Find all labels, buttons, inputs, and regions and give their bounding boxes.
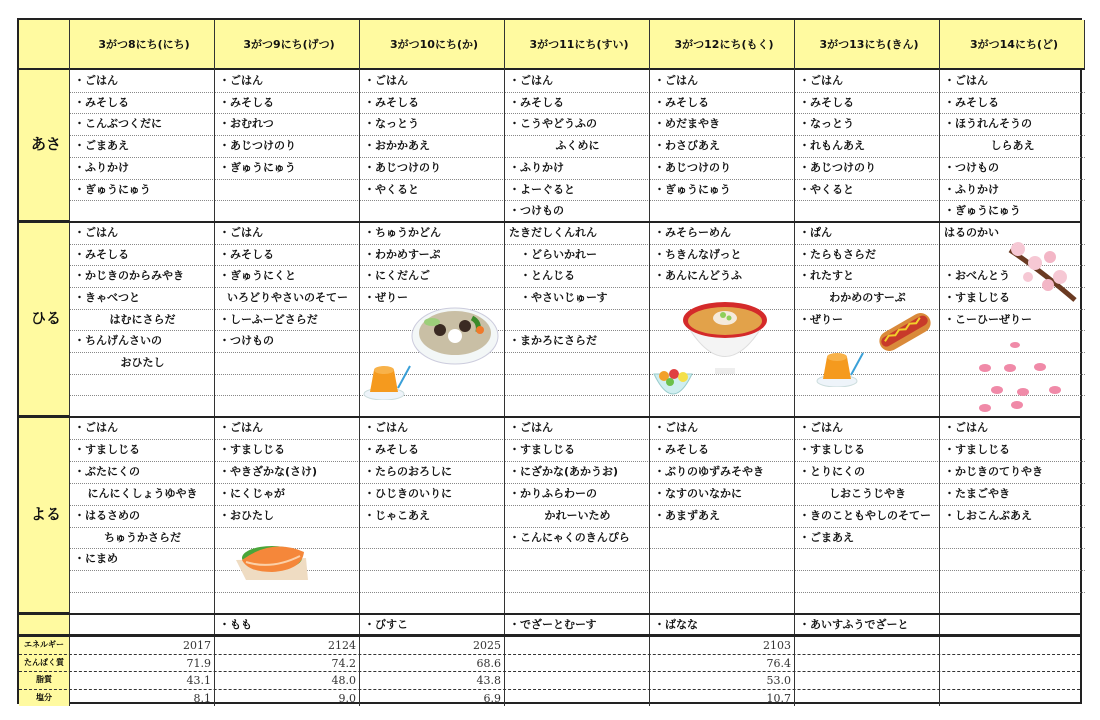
menu-item: ・ごはん: [654, 74, 698, 87]
menu-item: ・みそしる: [654, 95, 709, 109]
menu-item: ・ちきんなげっと: [654, 247, 742, 261]
nutrition-value: 43.1: [186, 674, 211, 687]
dessert-item: [70, 614, 215, 636]
menu-item: ・ごはん: [219, 74, 263, 87]
menu-item: ・ごはん: [364, 74, 408, 87]
menu-item: ・ごはん: [509, 74, 553, 87]
dessert-item: [940, 614, 1085, 636]
menu-item: ・なっとう: [364, 117, 419, 131]
menu-item: ・みそしる: [74, 247, 129, 261]
menu-item: ・ぜりー: [799, 312, 843, 326]
dessert-label: [19, 614, 70, 636]
menu-item: [795, 200, 940, 222]
nutrition-value: [795, 671, 940, 689]
menu-item: [940, 570, 1085, 592]
menu-item: ・とんじる: [509, 269, 575, 283]
menu-item: [795, 570, 940, 592]
menu-item: ・ごはん: [74, 74, 118, 87]
column-divider: [794, 20, 795, 706]
section-divider: [19, 634, 1080, 637]
menu-item: ・にまめ: [74, 552, 118, 566]
menu-table: [17, 18, 1082, 704]
menu-item: ・どらいかれー: [509, 247, 597, 261]
nutrition-value: 76.4: [766, 656, 791, 670]
menu-item: ・しーふーどさらだ: [219, 312, 318, 326]
menu-item: ・おむれつ: [219, 117, 274, 131]
menu-item: [360, 527, 505, 549]
menu-item: ・ごはん: [799, 74, 843, 87]
menu-item: ・みそしる: [509, 95, 564, 109]
menu-item: ・にくだんご: [364, 269, 430, 283]
menu-item: [795, 395, 940, 417]
menu-item: [215, 352, 360, 374]
nutrition-value: 2025: [473, 639, 501, 652]
menu-item: [505, 374, 650, 396]
dessert-item: ・ばなな: [654, 618, 698, 631]
menu-item: ・ぱん: [799, 226, 832, 239]
day-header: 3がつ8にち(にち): [70, 20, 215, 70]
menu-item: ・かじきのからみやき: [74, 269, 184, 283]
menu-item: ・すましじる: [944, 291, 1010, 304]
menu-item: ・ごまあえ: [799, 530, 854, 544]
dessert-item: ・あいすふうでざーと: [799, 618, 909, 631]
nutrition-value: 74.2: [331, 656, 356, 670]
menu-item: ・みそしる: [654, 442, 709, 456]
day-header: 3がつ12にち(もく): [650, 20, 795, 70]
menu-item: ・こうやどうふの: [509, 117, 597, 131]
menu-item: ・たまごやき: [944, 486, 1010, 500]
menu-item: ・ぎゅうにゅう: [219, 160, 296, 174]
nutrition-value: 6.9: [483, 691, 501, 705]
menu-item: ・にくじゃが: [219, 486, 285, 500]
menu-item: ・たらのおろしに: [364, 464, 452, 478]
fruit-salad-image: [652, 364, 694, 404]
menu-item: ・あじつけのり: [219, 139, 296, 153]
menu-item: ・ちんげんさいの: [74, 334, 162, 348]
cherry-blossom-image: [1000, 235, 1080, 305]
menu-item: ・しおこんぶあえ: [944, 508, 1032, 522]
menu-item: ・ぎゅうにゅう: [944, 204, 1021, 218]
menu-item: ・ふりかけ: [509, 160, 564, 174]
nutrition-value: 2103: [763, 639, 791, 652]
nutrition-divider: [19, 689, 1080, 690]
menu-item: ・ごはん: [799, 421, 843, 434]
meal-label-yoru: よる: [19, 417, 70, 614]
menu-item: わかめのすーぷ: [829, 291, 906, 304]
menu-item: ・きのこともやしのそてー: [799, 508, 931, 522]
menu-item: たきだしくんれん: [509, 226, 597, 239]
menu-item: ・すましじる: [219, 442, 285, 456]
menu-item: ・ごはん: [74, 421, 118, 434]
menu-item: [940, 592, 1085, 614]
chop-suey-image: [410, 300, 500, 365]
menu-item: ・ぎゅうにゅう: [74, 182, 151, 196]
menu-item: [505, 395, 650, 417]
column-divider: [359, 20, 360, 706]
menu-item: ・ごはん: [74, 226, 118, 239]
nutrition-label: エネルギー: [19, 636, 70, 654]
nutrition-label: 塩分: [19, 689, 70, 707]
menu-item: [505, 548, 650, 570]
nutrition-value: [940, 689, 1085, 707]
menu-item: ・すましじる: [799, 442, 865, 456]
jelly-image: [362, 358, 414, 400]
menu-item: ・ぎゅうにゅう: [654, 182, 731, 196]
menu-item: [650, 527, 795, 549]
menu-item: ・ぶたにくの: [74, 464, 140, 478]
menu-item: ・みそしる: [364, 95, 419, 109]
day-header: 3がつ11にち(すい): [505, 20, 650, 70]
menu-item: [940, 527, 1085, 549]
menu-item: ・おべんとう: [944, 269, 1010, 283]
menu-item: ・ごはん: [654, 421, 698, 434]
menu-item: ・あじつけのり: [799, 160, 876, 174]
menu-item: ・すましじる: [509, 442, 575, 456]
menu-item: ・たらもさらだ: [799, 247, 876, 261]
nutrition-value: 2017: [183, 639, 211, 652]
column-divider: [69, 20, 70, 706]
menu-item: ・みそしる: [944, 95, 999, 109]
hot-dog-image: [875, 310, 935, 355]
dessert-item: ・もも: [219, 618, 252, 631]
menu-item: [650, 592, 795, 614]
menu-item: ・みそらーめん: [654, 226, 731, 239]
menu-item: ・ひじきのいりに: [364, 486, 452, 500]
nutrition-value: [795, 654, 940, 672]
menu-item: ・つけもの: [219, 334, 274, 348]
menu-item: ・やさいじゅーす: [509, 291, 608, 304]
menu-item: [215, 592, 360, 614]
menu-item: ・ふりかけ: [74, 160, 129, 174]
day-header: 3がつ10にち(か): [360, 20, 505, 70]
section-divider: [19, 416, 1080, 418]
menu-item: ・まかろにさらだ: [509, 334, 597, 348]
menu-item: にんにくしょうゆやき: [87, 486, 198, 500]
menu-item: [795, 548, 940, 570]
menu-item: ・ちゅうかどん: [364, 226, 441, 239]
menu-item: ・わかめすーぷ: [364, 247, 441, 261]
menu-item: [360, 200, 505, 222]
menu-item: ・ごはん: [219, 421, 263, 434]
menu-item: ・あじつけのり: [364, 160, 441, 174]
menu-item: ・ごはん: [219, 226, 263, 239]
menu-item: おひたし: [120, 356, 165, 370]
menu-item: ・めだまやき: [654, 117, 720, 131]
nutrition-value: [940, 636, 1085, 654]
nutrition-value: [505, 671, 650, 689]
menu-item: ・おひたし: [219, 508, 274, 522]
menu-item: ・かじきのてりやき: [944, 464, 1043, 478]
menu-item: [70, 200, 215, 222]
menu-item: ・あじつけのり: [654, 160, 731, 174]
nutrition-value: 10.7: [766, 691, 791, 705]
menu-item: ・みそしる: [74, 95, 129, 109]
menu-item: はるのかい: [944, 226, 999, 239]
nutrition-value: [505, 689, 650, 707]
menu-item: ・つけもの: [509, 204, 564, 218]
menu-item: [360, 548, 505, 570]
nutrition-value: 71.9: [186, 656, 211, 670]
cherry-petals-image: [955, 340, 1065, 415]
dessert-item: ・でざーとむーす: [509, 618, 597, 631]
nutrition-value: [795, 689, 940, 707]
nutrition-value: [505, 654, 650, 672]
menu-item: [70, 395, 215, 417]
jelly-image: [815, 345, 867, 387]
column-divider: [649, 20, 650, 706]
menu-item: ・わさびあえ: [654, 139, 720, 153]
menu-item: [360, 592, 505, 614]
menu-item: かれーいため: [544, 508, 611, 522]
menu-item: はむにさらだ: [109, 312, 176, 326]
menu-item: ・こんぶつくだに: [74, 117, 162, 131]
column-divider: [939, 20, 940, 706]
meal-label-hiru: ひる: [19, 222, 70, 417]
column-divider: [214, 20, 215, 706]
menu-item: [940, 548, 1085, 570]
nutrition-value: 9.0: [338, 691, 356, 705]
menu-item: [795, 592, 940, 614]
menu-item: いろどりやさいのそてー: [227, 291, 348, 304]
menu-item: [70, 374, 215, 396]
menu-item: [505, 592, 650, 614]
menu-item: [215, 179, 360, 201]
menu-item: ・ぶりのゆずみそやき: [654, 464, 764, 478]
menu-item: [70, 570, 215, 592]
menu-item: ・あんにんどうふ: [654, 269, 742, 283]
menu-item: ・みそしる: [219, 247, 274, 261]
menu-item: ふくめに: [555, 139, 600, 153]
menu-item: [650, 570, 795, 592]
menu-item: しらあえ: [990, 139, 1035, 153]
day-header: 3がつ9にち(げつ): [215, 20, 360, 70]
nutrition-value: 2124: [328, 639, 356, 652]
menu-item: ・みそしる: [799, 95, 854, 109]
menu-item: ・ふりかけ: [944, 182, 999, 196]
menu-item: ちゅうかさらだ: [104, 530, 181, 544]
menu-item: ・みそしる: [219, 95, 274, 109]
nutrition-divider: [19, 671, 1080, 672]
nutrition-value: [940, 671, 1085, 689]
menu-item: ・ごまあえ: [74, 139, 129, 153]
menu-item: [215, 395, 360, 417]
menu-item: しおこうじやき: [829, 486, 906, 500]
menu-item: [360, 570, 505, 592]
menu-item: ・ごはん: [944, 74, 988, 87]
day-header: 3がつ14にち(ど): [940, 20, 1085, 70]
menu-item: ・こんにゃくのきんぴら: [509, 530, 630, 544]
nutrition-divider: [19, 654, 1080, 655]
menu-item: ・やくると: [799, 182, 854, 196]
menu-item: [505, 352, 650, 374]
menu-item: ・とりにくの: [799, 464, 865, 478]
menu-item: ・れもんあえ: [799, 139, 865, 153]
menu-item: ・おかかあえ: [364, 139, 430, 153]
menu-item: ・すましじる: [74, 442, 140, 456]
section-divider: [19, 613, 1080, 615]
menu-item: [70, 592, 215, 614]
nutrition-value: [505, 636, 650, 654]
section-divider: [19, 221, 1080, 223]
dessert-item: ・びすこ: [364, 618, 408, 631]
grilled-salmon-image: [232, 530, 312, 585]
nutrition-value: [795, 636, 940, 654]
menu-item: ・よーぐると: [509, 182, 575, 196]
menu-item: [215, 200, 360, 222]
nutrition-label: たんぱく質: [19, 654, 70, 672]
menu-item: ・ごはん: [509, 421, 553, 434]
menu-item: ・ぜりー: [364, 291, 408, 304]
meal-label-asa: あさ: [19, 70, 70, 222]
menu-item: ・ほうれんそうの: [944, 117, 1032, 131]
corner-header: [19, 20, 70, 70]
nutrition-label: 脂質: [19, 671, 70, 689]
nutrition-value: 68.6: [476, 656, 501, 670]
menu-item: ・すましじる: [944, 442, 1010, 456]
menu-item: ・はるさめの: [74, 508, 140, 522]
nutrition-value: 8.1: [193, 691, 211, 705]
menu-item: ・にざかな(あかうお): [509, 464, 619, 478]
menu-item: ・ぎゅうにくと: [219, 269, 296, 283]
menu-item: ・やきざかな(さけ): [219, 464, 318, 478]
nutrition-value: 43.8: [476, 674, 501, 687]
day-header: 3がつ13にち(きん): [795, 20, 940, 70]
menu-item: ・じゃこあえ: [364, 508, 430, 522]
menu-item: ・きゃべつと: [74, 291, 140, 304]
menu-item: ・あまずあえ: [654, 508, 720, 522]
menu-item: ・なすのいなかに: [654, 486, 742, 500]
menu-item: [505, 309, 650, 331]
menu-item: [650, 200, 795, 222]
menu-item: ・やくると: [364, 182, 419, 196]
nutrition-value: 48.0: [331, 674, 356, 687]
menu-item: ・ごはん: [364, 421, 408, 434]
menu-item: ・こーひーぜりー: [944, 312, 1032, 326]
menu-item: ・みそしる: [364, 442, 419, 456]
menu-item: [650, 548, 795, 570]
nutrition-value: 53.0: [766, 674, 791, 687]
menu-item: [215, 374, 360, 396]
menu-item: ・ごはん: [944, 421, 988, 434]
column-divider: [504, 20, 505, 706]
menu-item: ・なっとう: [799, 117, 854, 131]
menu-item: ・れたすと: [799, 269, 854, 283]
menu-item: ・つけもの: [944, 160, 999, 174]
nutrition-value: [940, 654, 1085, 672]
menu-item: ・かりふらわーの: [509, 486, 597, 500]
menu-item: [505, 570, 650, 592]
